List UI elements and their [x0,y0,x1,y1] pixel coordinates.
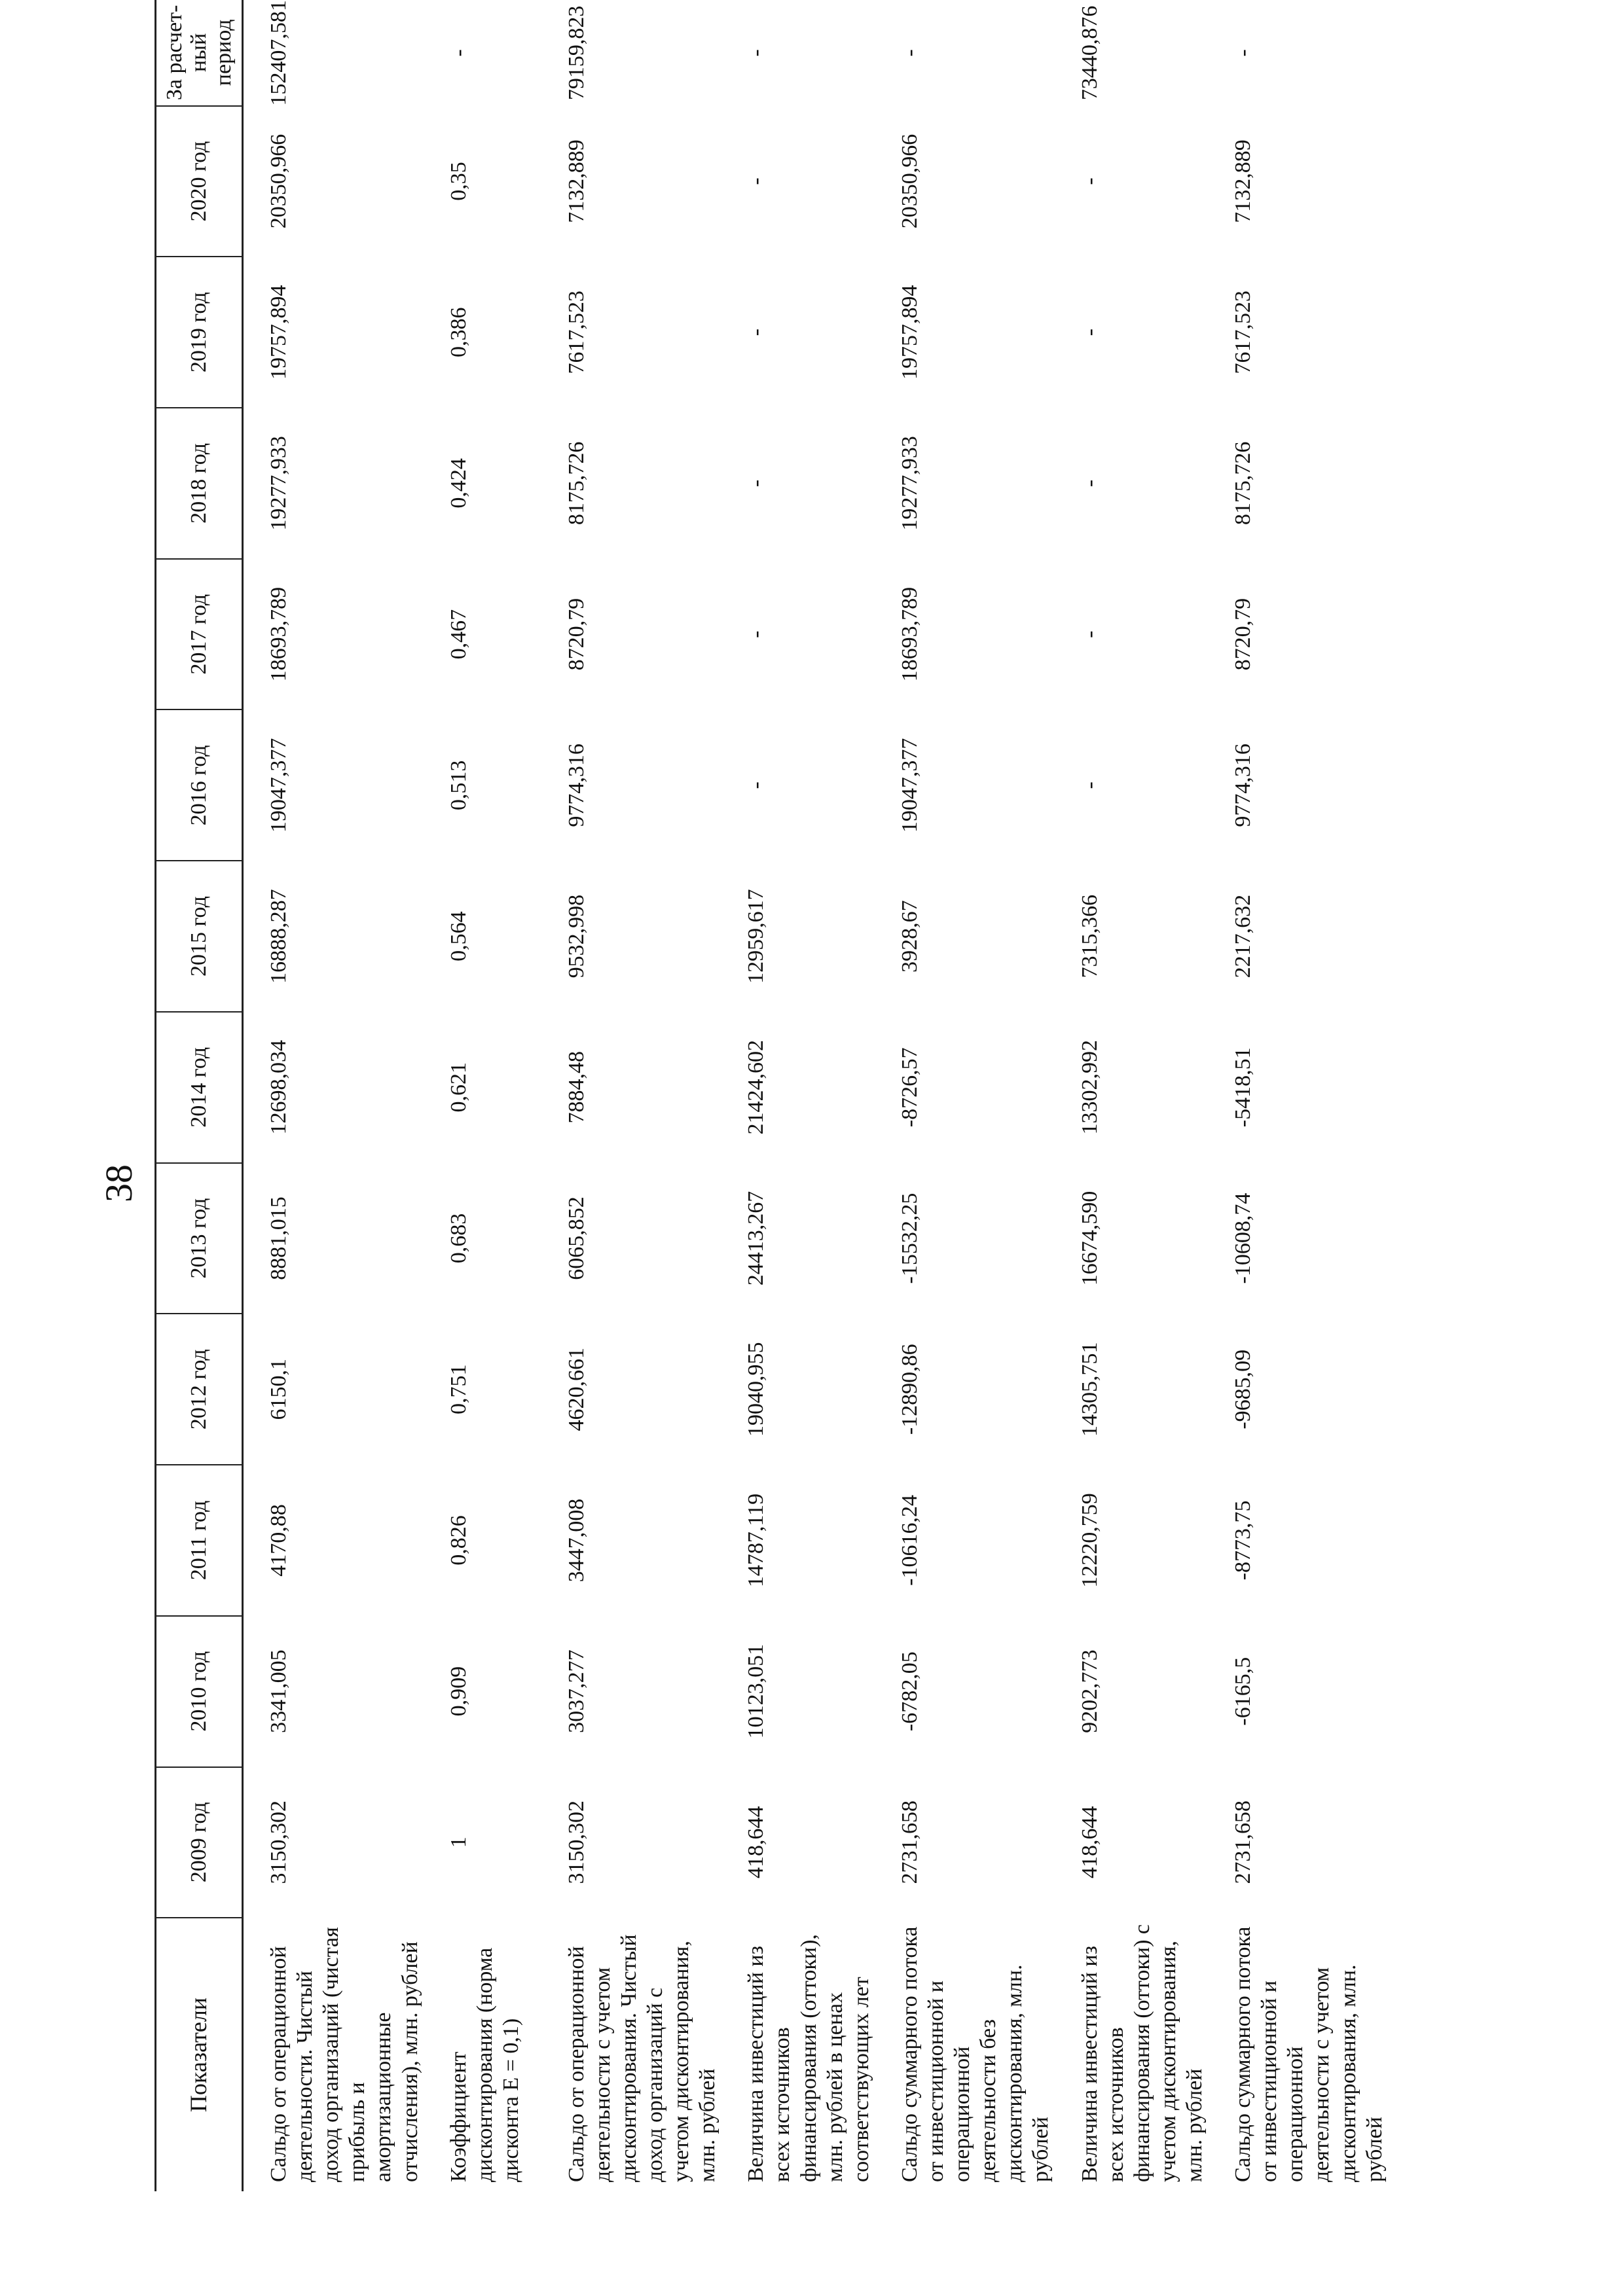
cell-value: 7617,523 [564,290,589,374]
header-col: 2020 год [156,106,243,257]
row-label: Сальдо суммарного потока от инвестиционной и операционной деятельности с учетом дисконтирования, млн. рублей [1231,1926,1387,2182]
row-label: Коэффициент дисконтирования (норма дисконта E = 0,1) [446,1947,523,2182]
table-body [243,0,1388,2191]
cell-value: 9532,998 [564,894,589,978]
cell-value: 0,826 [446,1515,471,1566]
header-col: 2009 год [156,1767,243,1918]
cell-value: 20350,966 [897,134,922,229]
cell-value: 8720,79 [1231,598,1256,671]
header-col: 2011 год [156,1465,243,1616]
cell-value: 20350,966 [266,134,291,229]
cell-value: 0,424 [446,458,471,509]
header-col: 2017 год [156,559,243,710]
cell-value: 3928,67 [897,900,922,973]
cell-value: 18693,789 [266,586,291,682]
investment-table [155,0,1388,2191]
cell-value: 12698,034 [266,1040,291,1135]
cell-value: - [744,479,769,488]
cell-value: 4170,88 [266,1504,291,1577]
cell-value: -9685,09 [1231,1349,1256,1429]
cell-value: - [744,329,769,336]
cell-value: - [1077,177,1102,185]
table-row [1055,0,1209,2191]
row-label: Величина инвестиций из всех источников финансирования (оттоки) с учетом дисконтирования, млн. рублей [1077,1924,1207,2182]
row-label: Сальдо от операционной деятельности с учетом дисконтирования. Чистый доход организаций с учетом дисконтирования, млн. рублей [564,1934,720,2182]
cell-value: 8720,79 [564,598,589,671]
row-label: Сальдо суммарного потока от инвестиционной и операционной деятельности без дисконтирования, млн. рублей [897,1926,1053,2182]
cell-value: 8175,726 [1231,441,1256,526]
table-row [721,0,875,2191]
table-row [243,0,424,2191]
cell-value: 0,621 [446,1062,471,1113]
cell-value: 21424,602 [744,1040,769,1135]
cell-value: 152407,581 [266,0,291,106]
cell-value: 7884,48 [564,1051,589,1124]
table-row [424,0,541,2191]
cell-value: -15532,25 [897,1193,922,1284]
cell-value: -8726,57 [897,1047,922,1128]
cell-value: 2731,658 [897,1801,922,1884]
cell-value: 3150,302 [564,1801,589,1884]
cell-value: 0,513 [446,760,471,811]
cell-value: 19277,933 [897,436,922,531]
cell-value: 4620,661 [564,1347,589,1431]
cell-value: 0,683 [446,1213,471,1264]
cell-value: 9774,316 [564,744,589,827]
cell-value: -6782,05 [897,1651,922,1732]
cell-value: 16888,287 [266,889,291,984]
header-col: 2014 год [156,1012,243,1163]
cell-value: -12890,86 [897,1344,922,1435]
cell-value: 2217,632 [1231,894,1256,978]
cell-value: 9202,773 [1077,1649,1102,1733]
table-row [1208,0,1388,2191]
cell-value: 24413,267 [744,1191,769,1286]
cell-value: 19277,933 [266,436,291,531]
cell-value: 418,644 [1077,1806,1102,1879]
cell-value: 0,35 [446,162,471,201]
header-col: За расчет-ный период [156,0,243,106]
cell-value: -6165,5 [1231,1657,1256,1726]
header-col: 2013 год [156,1163,243,1314]
header-col: 2018 год [156,408,243,559]
cell-value: 3037,277 [564,1649,589,1733]
cell-value: 7132,889 [1231,139,1256,223]
header-col: 2015 год [156,861,243,1012]
cell-value: - [1231,49,1256,57]
header-label: Показатели [156,1918,243,2191]
cell-value: 7315,366 [1077,894,1102,978]
cell-value: 8175,726 [564,441,589,526]
cell-value: 1 [446,1837,471,1848]
table-row [875,0,1055,2191]
cell-value: 418,644 [744,1806,769,1879]
cell-value: -5418,51 [1231,1047,1256,1128]
cell-value: 19047,377 [897,738,922,833]
cell-value: - [1077,329,1102,336]
header-col: 2010 год [156,1616,243,1767]
cell-value: - [446,49,471,57]
cell-value: 12959,617 [744,889,769,984]
cell-value: 0,386 [446,307,471,357]
cell-value: -10616,24 [897,1495,922,1586]
header-col: 2019 год [156,257,243,408]
header-col: 2016 год [156,710,243,861]
table-header-row [156,0,243,2191]
cell-value: - [1077,630,1102,638]
page-number: 38 [98,1164,140,1202]
cell-value: 7132,889 [564,139,589,223]
cell-value: 8881,015 [266,1196,291,1280]
cell-value: - [1077,479,1102,488]
cell-value: 3341,005 [266,1649,291,1733]
cell-value: -8773,75 [1231,1500,1256,1581]
cell-value: -10608,74 [1231,1193,1256,1284]
row-label: Величина инвестиций из всех источников финансирования (оттоки), млн. рублей в ценах соответствующих лет [744,1934,873,2182]
header-col: 2012 год [156,1314,243,1465]
row-label: Сальдо от операционной деятельности. Чистый доход организаций (чистая прибыль и амортизационные отчисления), млн. рублей [266,1927,422,2182]
cell-value: 19047,377 [266,738,291,833]
cell-value: 7617,523 [1231,290,1256,374]
cell-value: 12220,759 [1077,1493,1102,1588]
cell-value: 3447,008 [564,1498,589,1583]
cell-value: 9774,316 [1231,744,1256,827]
cell-value: - [744,49,769,57]
cell-value: 14305,751 [1077,1342,1102,1437]
cell-value: 2731,658 [1231,1801,1256,1884]
cell-value: 3150,302 [266,1801,291,1884]
cell-value: 13302,992 [1077,1040,1102,1135]
cell-value: 6150,1 [266,1358,291,1420]
cell-value: 0,564 [446,911,471,961]
cell-value: 19040,955 [744,1342,769,1437]
cell-value: - [744,781,769,789]
cell-value: 10123,051 [744,1643,769,1739]
cell-value: - [1077,781,1102,789]
cell-value: 79159,823 [564,5,589,101]
cell-value: 16674,590 [1077,1191,1102,1286]
cell-value: 18693,789 [897,586,922,682]
cell-value: 0,751 [446,1364,471,1414]
cell-value: - [744,177,769,185]
table-row [541,0,721,2191]
cell-value: 6065,852 [564,1196,589,1280]
cell-value: - [744,630,769,638]
cell-value: 19757,894 [897,285,922,380]
cell-value: 14787,119 [744,1493,769,1588]
cell-value: 0,909 [446,1666,471,1717]
cell-value: - [897,49,922,57]
cell-value: 0,467 [446,609,471,660]
cell-value: 73440,876 [1077,5,1102,101]
cell-value: 19757,894 [266,285,291,380]
